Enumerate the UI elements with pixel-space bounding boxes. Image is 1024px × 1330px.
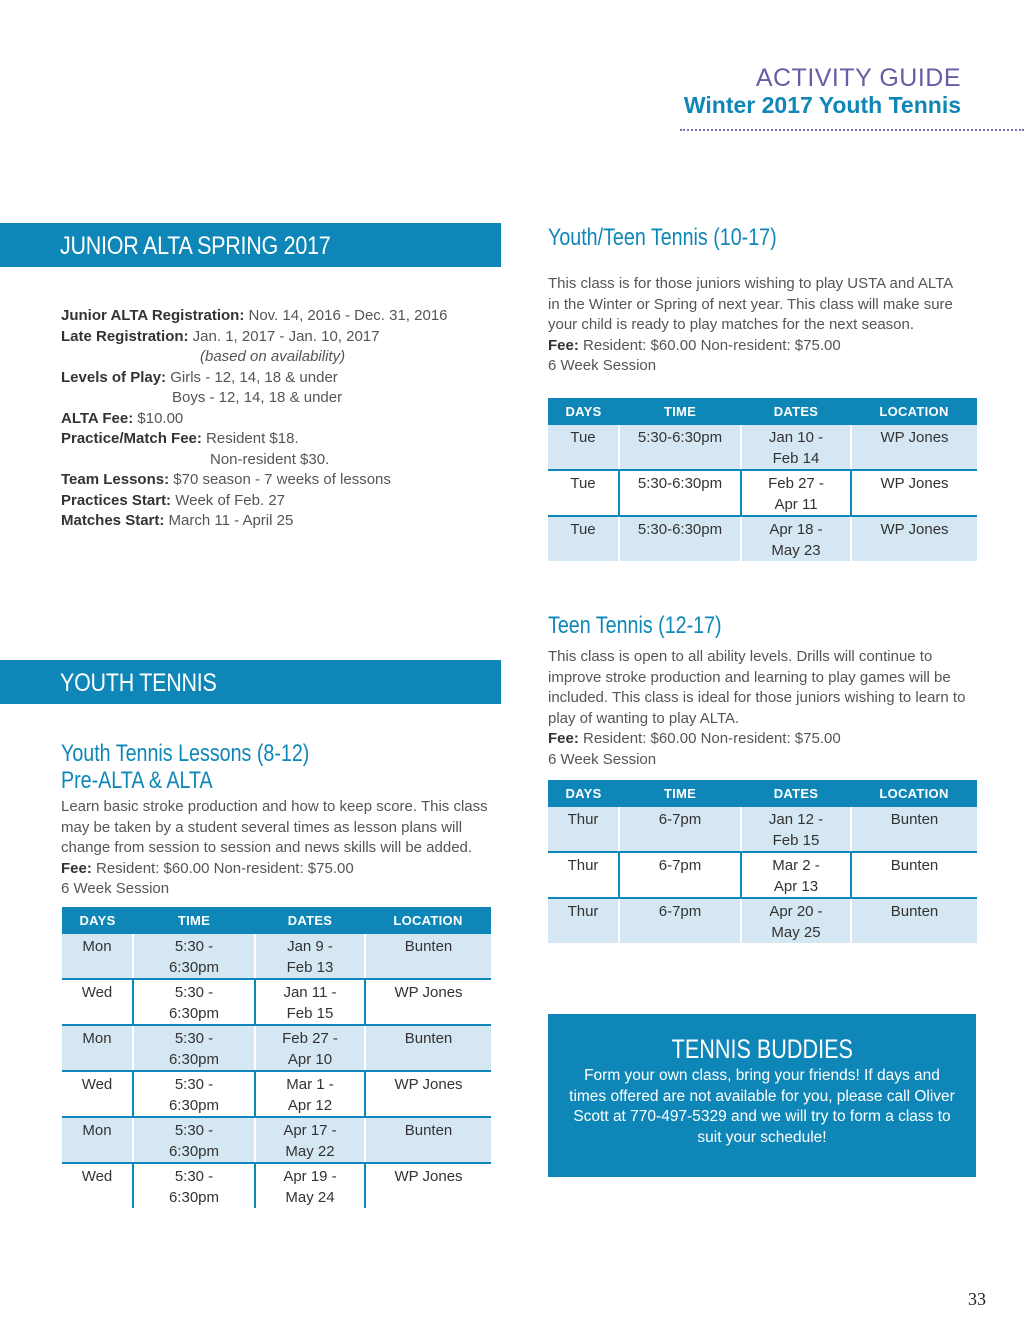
table-cell: Jan 11 - Feb 15 [255,979,365,1025]
table-cell: Thur [548,807,619,852]
table-cell: 5:30-6:30pm [619,425,741,470]
column-header: DAYS [548,398,619,425]
guide-subtitle: Winter 2017 Youth Tennis [683,92,961,118]
table-cell: 5:30 - 6:30pm [133,1163,255,1208]
column-header: TIME [133,907,255,934]
teen-tennis-description: This class is open to all ability levels. Drills will continue to improve stroke production and learning to play games will be included. This class is ideal for those juniors wishing to learn to play of wanting to play ALTA. Fee: Resident: $60.00 Non-resident: $75.00 6 Week Session [548,648,966,768]
table-row [548,425,977,470]
table-header-row [62,907,491,934]
table-cell: Mar 1 - Apr 12 [255,1071,365,1117]
guide-title: ACTIVITY GUIDE [755,64,961,92]
table-row [548,898,977,943]
table-row [548,807,977,852]
alta-line: Non-resident $30. [210,450,330,468]
youth-tennis-banner [0,660,501,704]
table-cell: 5:30 - 6:30pm [133,979,255,1025]
table-row [548,516,977,561]
junior-alta-banner [0,223,501,267]
table-header-row [548,780,977,807]
youth-lessons-description: Learn basic stroke production and how to keep score. This class may be taken by a student several times as lesson plans will change from session to session and news skills will be added. Fee: Resident: $60.00 Non-resident: $75.00 6 Week Session [61,798,488,897]
junior-alta-title: JUNIOR ALTA SPRING 2017 [60,232,331,260]
alta-line: Boys - 12, 14, 18 & under [172,389,343,406]
table-row [62,934,491,979]
junior-alta-info [61,306,448,532]
teen-tennis-schedule-table [548,780,977,943]
table-cell: Tue [548,470,619,516]
alta-line: Team Lessons: $70 season - 7 weeks of lessons [61,471,391,488]
column-header: LOCATION [851,780,977,807]
youth-tennis-title: YOUTH TENNIS [60,669,217,697]
table-cell: WP Jones [851,425,977,470]
alta-line: Practice/Match Fee: Resident $18. [61,430,299,447]
table-cell: Mar 2 - Apr 13 [741,852,851,898]
table-header-row [548,398,977,425]
table-cell: Bunten [851,807,977,852]
table-cell: Feb 27 - Apr 10 [255,1025,365,1071]
column-header: DAYS [62,907,133,934]
table-cell: Wed [62,979,133,1025]
table-cell: Jan 12 - Feb 15 [741,807,851,852]
table-cell: Tue [548,516,619,561]
tennis-buddies-text: Form your own class, bring your friends! If days and times offered are not available for you, please call Oliver Scott at 770-497-5329 and we will try to form a class to suit your schedule! [569,1067,955,1146]
table-row [62,1025,491,1071]
page-number: 33 [968,1289,986,1309]
table-cell: Jan 9 - Feb 13 [255,934,365,979]
table-cell: Tue [548,425,619,470]
table-cell: 6-7pm [619,807,741,852]
table-row [62,1071,491,1117]
youth-teen-schedule-table [548,398,977,561]
alta-line: Matches Start: March 11 - April 25 [61,512,294,529]
column-header: LOCATION [365,907,491,934]
alta-line: (based on availability) [200,348,346,365]
table-cell: WP Jones [365,1071,491,1117]
table-cell: Wed [62,1163,133,1208]
alta-line: Levels of Play: Girls - 12, 14, 18 & under [61,368,338,386]
table-row [548,852,977,898]
table-cell: Thur [548,852,619,898]
teen-tennis-heading: Teen Tennis (12-17) [548,612,722,639]
alta-line: Late Registration: Jan. 1, 2017 - Jan. 10, 2017 [61,327,380,345]
table-cell: Apr 19 - May 24 [255,1163,365,1208]
table-cell: Jan 10 - Feb 14 [741,425,851,470]
table-cell: Apr 17 - May 22 [255,1117,365,1163]
table-cell: Thur [548,898,619,943]
table-cell: Bunten [365,1117,491,1163]
table-cell: 5:30-6:30pm [619,516,741,561]
table-cell: Bunten [365,934,491,979]
table-cell: 5:30 - 6:30pm [133,1117,255,1163]
youth-lessons-heading: Youth Tennis Lessons (8-12) [61,740,310,767]
table-cell: Apr 18 - May 23 [741,516,851,561]
alta-line: ALTA Fee: $10.00 [61,409,184,427]
table-cell: WP Jones [851,470,977,516]
table-cell: WP Jones [365,1163,491,1208]
table-cell: 5:30 - 6:30pm [133,1071,255,1117]
table-row [62,979,491,1025]
table-cell: 6-7pm [619,852,741,898]
table-cell: Mon [62,1117,133,1163]
youth-teen-description: This class is for those juniors wishing to play USTA and ALTA in the Winter or Spring of next year. This class will make sure your child is ready to play matches for the next season. Fee: Resident: $60.00 Non-resident: $75.00 6 Week Session [548,275,953,374]
table-row [548,470,977,516]
table-row [62,1117,491,1163]
column-header: LOCATION [851,398,977,425]
table-cell: Apr 20 - May 25 [741,898,851,943]
alta-line: Practices Start: Week of Feb. 27 [61,491,286,509]
table-cell: 5:30-6:30pm [619,470,741,516]
table-cell: Bunten [851,852,977,898]
table-cell: WP Jones [851,516,977,561]
table-cell: Feb 27 - Apr 11 [741,470,851,516]
header-divider [680,129,1024,131]
alta-line: Junior ALTA Registration: Nov. 14, 2016 - Dec. 31, 2016 [61,307,448,324]
youth-teen-heading: Youth/Teen Tennis (10-17) [548,224,777,251]
tennis-buddies-box [548,1014,976,1177]
column-header: DAYS [548,780,619,807]
table-cell: 5:30 - 6:30pm [133,934,255,979]
column-header: TIME [619,780,741,807]
table-cell: Wed [62,1071,133,1117]
column-header: DATES [741,398,851,425]
youth-lessons-schedule-table [62,907,491,1208]
pre-alta-heading: Pre-ALTA & ALTA [61,767,213,794]
table-cell: 5:30 - 6:30pm [133,1025,255,1071]
column-header: DATES [255,907,365,934]
tennis-buddies-title: TENNIS BUDDIES [671,1034,853,1064]
table-cell: Bunten [851,898,977,943]
column-header: TIME [619,398,741,425]
column-header: DATES [741,780,851,807]
table-cell: Mon [62,1025,133,1071]
table-row [62,1163,491,1208]
table-cell: WP Jones [365,979,491,1025]
table-cell: Mon [62,934,133,979]
table-cell: Bunten [365,1025,491,1071]
table-cell: 6-7pm [619,898,741,943]
